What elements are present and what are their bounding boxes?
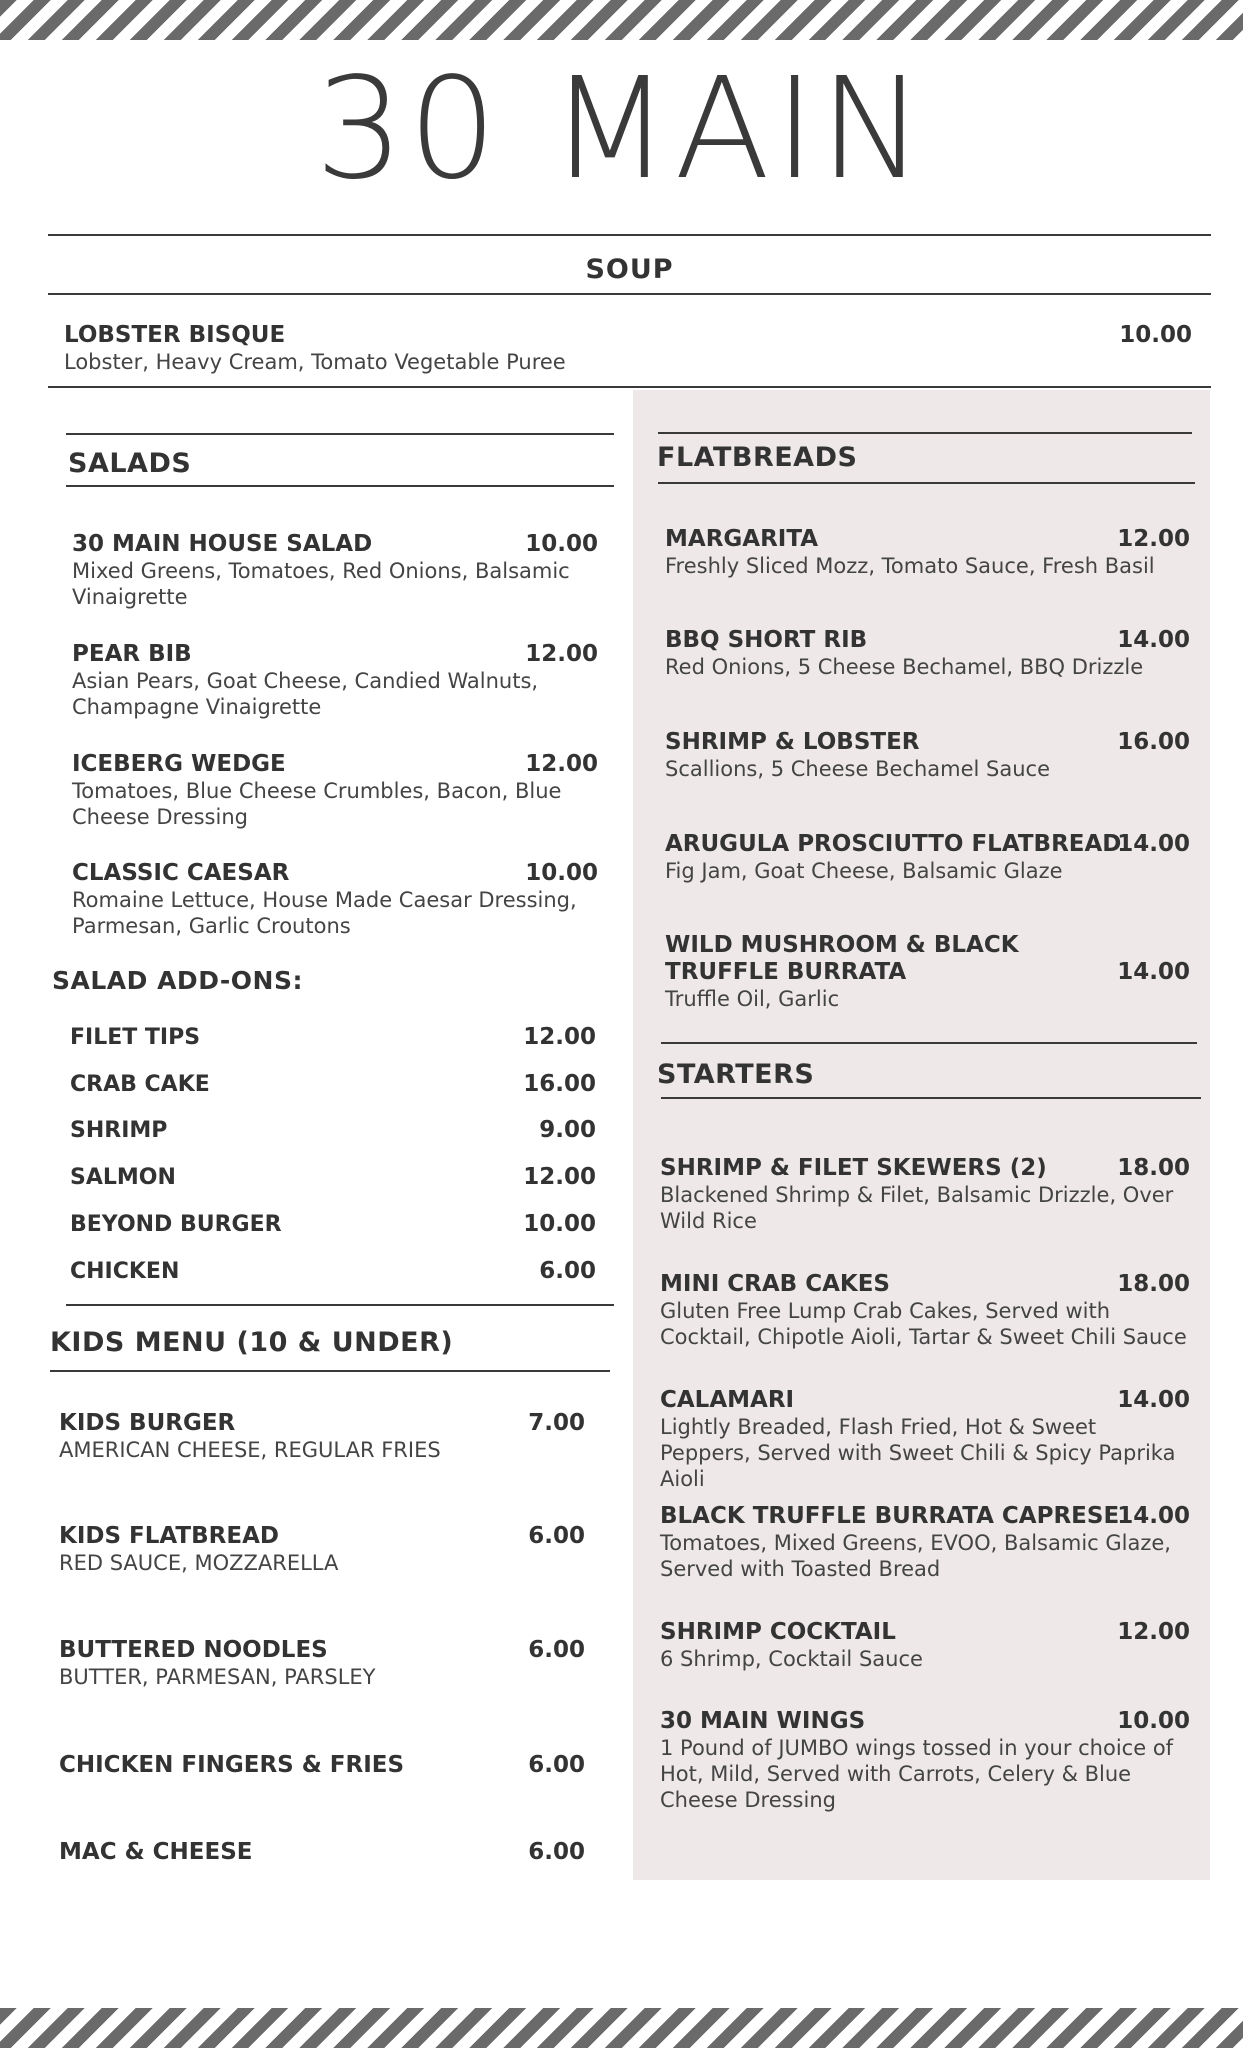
item-description: Tomatoes, Blue Cheese Crumbles, Bacon, Blue Cheese Dressing bbox=[72, 779, 562, 829]
menu-item bbox=[59, 1410, 585, 1463]
item-description: BUTTER, PARMESAN, PARSLEY bbox=[59, 1665, 376, 1689]
item-description: Fig Jam, Goat Cheese, Balsamic Glaze bbox=[665, 859, 1063, 883]
item-price: 10.00 bbox=[525, 860, 598, 886]
item-price: 10.00 bbox=[1119, 322, 1192, 348]
kids-menu-heading: KIDS MENU (10 & UNDER) bbox=[50, 1327, 454, 1358]
item-description: Freshly Sliced Mozz, Tomato Sauce, Fresh Basil bbox=[665, 554, 1155, 578]
addon-item bbox=[70, 1164, 596, 1191]
addon-price: 9.00 bbox=[539, 1117, 596, 1143]
addon-price: 16.00 bbox=[523, 1071, 596, 1097]
item-name: SHRIMP & LOBSTER bbox=[665, 729, 920, 755]
menu-item bbox=[64, 322, 1192, 375]
item-name: BBQ SHORT RIB bbox=[665, 627, 868, 653]
menu-item bbox=[665, 831, 1190, 884]
salad-addons-heading: SALAD ADD-ONS: bbox=[52, 966, 303, 995]
starters-bottom-rule bbox=[661, 1097, 1201, 1099]
item-name: BLACK TRUFFLE BURRATA CAPRESE bbox=[660, 1503, 1120, 1529]
item-name: BUTTERED NOODLES bbox=[59, 1637, 328, 1663]
item-description: Scallions, 5 Cheese Bechamel Sauce bbox=[665, 757, 1050, 781]
item-name: CHICKEN FINGERS & FRIES bbox=[59, 1752, 405, 1778]
menu-item bbox=[72, 860, 598, 939]
item-name: KIDS FLATBREAD bbox=[59, 1523, 279, 1549]
item-price: 12.00 bbox=[1117, 526, 1190, 552]
item-price: 18.00 bbox=[1117, 1155, 1190, 1181]
item-price: 14.00 bbox=[1117, 831, 1190, 857]
addon-price: 6.00 bbox=[539, 1258, 596, 1284]
addon-item bbox=[70, 1117, 596, 1144]
menu-item bbox=[72, 751, 598, 830]
salads-top-rule bbox=[66, 433, 614, 435]
starters-top-rule bbox=[661, 1042, 1197, 1044]
salads-bottom-rule bbox=[66, 485, 614, 487]
soup-bottom-rule bbox=[48, 386, 1211, 388]
addon-item bbox=[70, 1211, 596, 1238]
item-name: KIDS BURGER bbox=[59, 1410, 236, 1436]
menu-item bbox=[660, 1503, 1190, 1582]
item-name: PEAR BIB bbox=[72, 641, 192, 667]
menu-item bbox=[59, 1523, 585, 1576]
item-price: 14.00 bbox=[1117, 627, 1190, 653]
menu-item bbox=[660, 1708, 1190, 1813]
menu-item bbox=[72, 531, 598, 610]
addon-price: 10.00 bbox=[523, 1211, 596, 1237]
restaurant-title: 30 MAIN bbox=[314, 48, 929, 211]
item-price: 6.00 bbox=[528, 1839, 585, 1865]
item-name: 30 MAIN WINGS bbox=[660, 1708, 866, 1734]
item-price: 14.00 bbox=[1117, 1387, 1190, 1413]
addon-item bbox=[70, 1258, 596, 1285]
soup-top-rule bbox=[48, 234, 1211, 236]
bottom-stripe-border bbox=[0, 2008, 1243, 2048]
item-price: 7.00 bbox=[528, 1410, 585, 1436]
item-price: 12.00 bbox=[1117, 1619, 1190, 1645]
item-name: WILD MUSHROOM & BLACK TRUFFLE BURRATA bbox=[665, 932, 1019, 985]
flatbreads-top-rule bbox=[658, 432, 1192, 434]
flatbreads-heading: FLATBREADS bbox=[657, 442, 858, 473]
item-description: Tomatoes, Mixed Greens, EVOO, Balsamic Glaze, Served with Toasted Bread bbox=[660, 1531, 1171, 1581]
addon-item bbox=[70, 1024, 596, 1051]
item-description: Truffle Oil, Garlic bbox=[665, 987, 840, 1011]
salads-heading: SALADS bbox=[68, 448, 192, 479]
item-name: SHRIMP COCKTAIL bbox=[660, 1619, 896, 1645]
menu-item bbox=[660, 1619, 1190, 1672]
kids-bottom-rule bbox=[50, 1370, 610, 1372]
item-price: 12.00 bbox=[525, 641, 598, 667]
menu-item bbox=[665, 729, 1190, 782]
item-price: 12.00 bbox=[525, 751, 598, 777]
item-name: LOBSTER BISQUE bbox=[64, 322, 286, 348]
item-price: 18.00 bbox=[1117, 1271, 1190, 1297]
item-description: Red Onions, 5 Cheese Bechamel, BBQ Drizzle bbox=[665, 655, 1144, 679]
flatbreads-bottom-rule bbox=[658, 482, 1195, 484]
item-price: 10.00 bbox=[525, 531, 598, 557]
item-price: 14.00 bbox=[1117, 1503, 1190, 1529]
addon-name: CRAB CAKE bbox=[70, 1072, 210, 1097]
item-price: 16.00 bbox=[1117, 729, 1190, 755]
menu-item bbox=[665, 627, 1190, 680]
item-price: 6.00 bbox=[528, 1523, 585, 1549]
item-name: MAC & CHEESE bbox=[59, 1839, 253, 1865]
item-description: Gluten Free Lump Crab Cakes, Served with Cocktail, Chipotle Aioli, Tartar & Sweet Chili Sauce bbox=[660, 1299, 1187, 1349]
item-name: CLASSIC CAESAR bbox=[72, 860, 290, 886]
menu-item bbox=[665, 932, 1190, 1012]
addon-price: 12.00 bbox=[523, 1024, 596, 1050]
menu-item bbox=[59, 1839, 585, 1866]
addon-name: CHICKEN bbox=[70, 1259, 180, 1284]
menu-item bbox=[59, 1752, 585, 1779]
item-description: AMERICAN CHEESE, REGULAR FRIES bbox=[59, 1438, 441, 1462]
item-name: ICEBERG WEDGE bbox=[72, 751, 286, 777]
menu-item bbox=[72, 641, 598, 720]
item-description: 1 Pound of JUMBO wings tossed in your choice of Hot, Mild, Served with Carrots, Celery & Blue Cheese Dressing bbox=[660, 1736, 1174, 1812]
item-description: Romaine Lettuce, House Made Caesar Dressing, Parmesan, Garlic Croutons bbox=[72, 888, 577, 938]
item-price: 6.00 bbox=[528, 1637, 585, 1663]
item-description: Blackened Shrimp & Filet, Balsamic Drizzle, Over Wild Rice bbox=[660, 1183, 1174, 1233]
menu-item bbox=[59, 1637, 585, 1690]
item-description: Mixed Greens, Tomatoes, Red Onions, Balsamic Vinaigrette bbox=[72, 559, 570, 609]
soup-heading: SOUP bbox=[585, 254, 674, 285]
menu-item bbox=[660, 1387, 1190, 1492]
item-description: Lightly Breaded, Flash Fried, Hot & Sweet Peppers, Served with Sweet Chili & Spicy Paprika Aioli bbox=[660, 1415, 1176, 1491]
item-price: 10.00 bbox=[1117, 1708, 1190, 1734]
item-name: MARGARITA bbox=[665, 526, 819, 552]
starters-heading: STARTERS bbox=[657, 1059, 815, 1090]
item-description: RED SAUCE, MOZZARELLA bbox=[59, 1551, 339, 1575]
menu-item bbox=[665, 526, 1190, 579]
item-name: ARUGULA PROSCIUTTO FLATBREAD bbox=[665, 831, 1122, 857]
addon-price: 12.00 bbox=[523, 1164, 596, 1190]
soup-mid-rule bbox=[48, 293, 1211, 295]
addon-name: FILET TIPS bbox=[70, 1025, 201, 1050]
item-description: Asian Pears, Goat Cheese, Candied Walnuts, Champagne Vinaigrette bbox=[72, 669, 539, 719]
item-name: 30 MAIN HOUSE SALAD bbox=[72, 531, 373, 557]
menu-item bbox=[660, 1271, 1190, 1350]
item-name: SHRIMP & FILET SKEWERS (2) bbox=[660, 1155, 1047, 1181]
addon-item bbox=[70, 1071, 596, 1098]
top-stripe-border bbox=[0, 0, 1243, 40]
item-price: 6.00 bbox=[528, 1752, 585, 1778]
kids-top-rule bbox=[66, 1304, 614, 1306]
addon-name: SALMON bbox=[70, 1165, 176, 1190]
item-name: CALAMARI bbox=[660, 1387, 795, 1413]
menu-item bbox=[660, 1155, 1190, 1234]
item-description: 6 Shrimp, Cocktail Sauce bbox=[660, 1647, 923, 1671]
item-price: 14.00 bbox=[1117, 959, 1190, 985]
item-name: MINI CRAB CAKES bbox=[660, 1271, 890, 1297]
item-description: Lobster, Heavy Cream, Tomato Vegetable Puree bbox=[64, 350, 566, 374]
addon-name: BEYOND BURGER bbox=[70, 1212, 282, 1237]
addon-name: SHRIMP bbox=[70, 1118, 168, 1143]
